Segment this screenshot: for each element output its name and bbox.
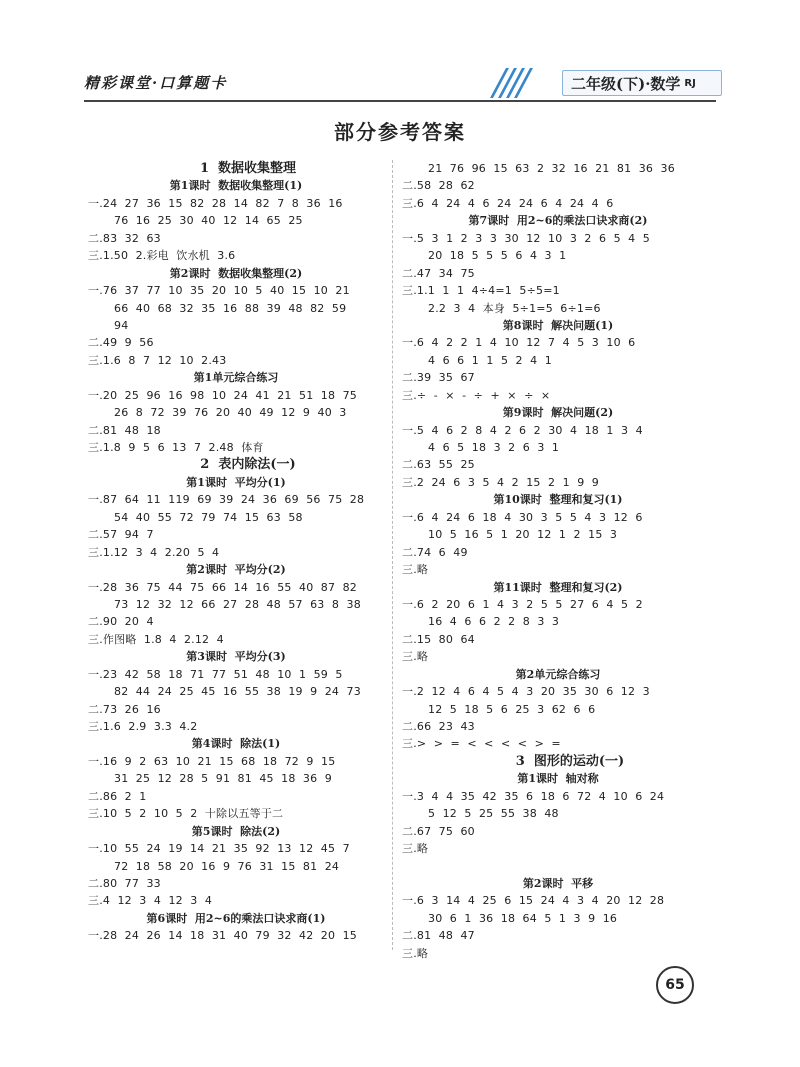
answer-line: 三.作图略 1.8 4 2.12 4 <box>88 632 224 646</box>
lesson-heading: 第1课时 平均分(1) <box>186 475 286 489</box>
answer-line: 一.24 27 36 15 82 28 14 82 7 8 36 16 <box>88 196 343 210</box>
grade-subject: 二年级(下)·数学 <box>571 74 681 93</box>
answer-line: 三.> > = < < < < > = <box>402 737 561 751</box>
answer-line: 一.23 42 58 18 71 77 51 48 10 1 59 5 <box>88 667 343 681</box>
answer-line: 16 4 6 6 2 2 8 3 3 <box>428 615 560 629</box>
answer-line: 二.57 94 7 <box>88 528 154 542</box>
answer-line: 30 6 1 36 18 64 5 1 3 9 16 <box>428 911 618 925</box>
lesson-heading: 第11课时 整理和复习(2) <box>493 580 623 594</box>
answer-line: 94 <box>114 318 129 332</box>
answer-line: 三.4 12 3 4 12 3 4 <box>88 894 213 908</box>
answer-line: 54 40 55 72 79 74 15 63 58 <box>114 510 303 524</box>
answer-line: 82 44 24 25 45 16 55 38 19 9 24 73 <box>114 685 361 699</box>
answer-line: 一.6 3 14 4 25 6 15 24 4 3 4 20 12 28 <box>402 894 665 908</box>
page-title: 部分参考答案 <box>334 120 466 144</box>
lesson-heading: 第1单元综合练习 <box>193 371 279 385</box>
answer-line: 4 6 6 1 1 5 2 4 1 <box>428 353 552 367</box>
answer-line: 一.2 12 4 6 4 5 4 3 20 35 30 6 12 3 <box>402 685 650 699</box>
lesson-heading: 第2课时 平移 <box>522 876 594 890</box>
answer-line: 2.2 3 4 本身 5÷1=5 6÷1=6 <box>428 301 601 315</box>
answer-line: 二.74 6 49 <box>402 545 468 559</box>
slash-decoration <box>492 66 532 100</box>
unit-heading: 3 图形的运动(一) <box>515 753 625 769</box>
answer-line: 31 25 12 28 5 91 81 45 18 36 9 <box>114 772 332 786</box>
answer-line: 二.67 75 60 <box>402 824 475 838</box>
answer-line: 73 12 32 12 66 27 28 48 57 63 8 38 <box>114 597 361 611</box>
answer-line: 二.15 80 64 <box>402 632 475 646</box>
answer-line: 一.3 4 4 35 42 35 6 18 6 72 4 10 6 24 <box>402 789 665 803</box>
answer-line: 三.1.12 3 4 2.20 5 4 <box>88 545 220 559</box>
answer-line: 一.6 4 24 6 18 4 30 3 5 5 4 3 12 6 <box>402 510 643 524</box>
answer-line: 三.1.8 9 5 6 13 7 2.48 体育 <box>88 441 264 454</box>
answer-line: 一.16 9 2 63 10 21 15 68 18 72 9 15 <box>88 754 336 768</box>
answer-line: 二.83 32 63 <box>88 231 161 245</box>
answer-line: 一.6 4 2 2 1 4 10 12 7 4 5 3 10 6 <box>402 336 636 350</box>
spacer <box>402 858 714 875</box>
answer-line: 一.20 25 96 16 98 10 24 41 21 51 18 75 <box>88 388 357 402</box>
lesson-heading: 第9课时 解决问题(2) <box>502 406 614 420</box>
lesson-heading: 第1课时 轴对称 <box>517 772 599 786</box>
lesson-heading: 第8课时 解决问题(1) <box>502 318 614 332</box>
answer-line: 二.86 2 1 <box>88 789 147 803</box>
lesson-heading: 第4课时 除法(1) <box>191 737 281 751</box>
answer-line: 二.81 48 18 <box>88 423 161 437</box>
edition-mark: RJ <box>684 77 696 89</box>
answer-line: 三.1.6 2.9 3.3 4.2 <box>88 720 198 733</box>
answer-line: 二.90 20 4 <box>88 615 154 629</box>
answer-line: 三.÷ - × - ÷ + × ÷ × <box>402 388 551 402</box>
lesson-heading: 第6课时 用2~6的乘法口诀求商(1) <box>146 911 326 925</box>
lesson-heading: 第2课时 数据收集整理(2) <box>169 266 303 280</box>
answer-line: 二.47 34 75 <box>402 266 475 280</box>
lesson-heading: 第3课时 平均分(3) <box>186 650 286 664</box>
answer-line: 二.80 77 33 <box>88 876 161 890</box>
answer-column-right <box>402 160 714 962</box>
answer-line: 三.略 <box>402 842 429 856</box>
series-title: 精彩课堂·口算题卡 <box>84 74 228 92</box>
answer-line: 26 8 72 39 76 20 40 49 12 9 40 3 <box>114 406 347 420</box>
answer-line: 21 76 96 15 63 2 32 16 21 81 36 36 <box>428 162 675 175</box>
answer-line: 一.10 55 24 19 14 21 35 92 13 12 45 7 <box>88 842 350 856</box>
page-header <box>84 66 716 102</box>
answer-line: 一.76 37 77 10 35 20 10 5 40 15 10 21 <box>88 284 350 298</box>
answer-line: 二.81 48 47 <box>402 929 475 943</box>
answer-line: 76 16 25 30 40 12 14 65 25 <box>114 214 303 228</box>
lesson-heading: 第7课时 用2~6的乘法口诀求商(2) <box>468 214 648 228</box>
answer-line: 一.28 36 75 44 75 66 14 16 55 40 87 82 <box>88 580 357 594</box>
answer-line: 一.5 3 1 2 3 3 30 12 10 3 2 6 5 4 5 <box>402 231 650 245</box>
unit-heading: 1 数据收集整理 <box>199 161 297 176</box>
answer-line: 三.6 4 24 4 6 24 24 6 4 24 4 6 <box>402 196 614 210</box>
answer-line: 一.28 24 26 14 18 31 40 79 32 42 20 15 <box>88 929 357 943</box>
answer-line: 三.略 <box>402 563 429 577</box>
answer-line: 二.66 23 43 <box>402 720 475 733</box>
lesson-heading: 第2课时 平均分(2) <box>186 563 286 577</box>
answer-line: 三.1.6 8 7 12 10 2.43 <box>88 353 227 367</box>
answer-line: 一.5 4 6 2 8 4 2 6 2 30 4 18 1 3 4 <box>402 423 643 437</box>
answer-column-left <box>88 160 384 945</box>
answer-line: 三.1.50 2.彩电 饮水机 3.6 <box>88 249 236 263</box>
lesson-heading: 第1课时 数据收集整理(1) <box>169 179 303 193</box>
answer-line: 一.87 64 11 119 69 39 24 36 69 56 75 28 <box>88 493 365 507</box>
answer-line: 4 6 5 18 3 2 6 3 1 <box>428 441 560 454</box>
lesson-heading: 第10课时 整理和复习(1) <box>493 493 623 507</box>
answer-line: 10 5 16 5 1 20 12 1 2 15 3 <box>428 528 618 542</box>
answer-line: 三.略 <box>402 946 429 960</box>
answer-line: 二.58 28 62 <box>402 179 475 193</box>
answer-line: 12 5 18 5 6 25 3 62 6 6 <box>428 702 596 716</box>
column-divider <box>392 160 393 950</box>
answer-line: 三.1.1 1 1 4÷4=1 5÷5=1 <box>402 284 560 298</box>
answer-line: 66 40 68 32 35 16 88 39 48 82 59 <box>114 301 347 315</box>
answer-line: 二.63 55 25 <box>402 458 475 472</box>
answer-line: 72 18 58 20 16 9 76 31 15 81 24 <box>114 859 340 873</box>
grade-label-box <box>562 70 722 96</box>
page-number: 65 <box>656 966 694 1004</box>
answer-line: 二.39 35 67 <box>402 371 475 385</box>
answer-line: 20 18 5 5 5 6 4 3 1 <box>428 249 567 263</box>
answer-line: 5 12 5 25 55 38 48 <box>428 807 559 821</box>
unit-heading: 2 表内除法(一) <box>200 457 296 473</box>
answer-line: 三.10 5 2 10 5 2 十除以五等于二 <box>88 807 284 821</box>
answer-line: 二.73 26 16 <box>88 702 161 716</box>
answer-line: 二.49 9 56 <box>88 336 154 350</box>
answer-line: 三.略 <box>402 650 429 664</box>
lesson-heading: 第2单元综合练习 <box>515 667 601 681</box>
lesson-heading: 第5课时 除法(2) <box>191 824 281 838</box>
answer-line: 三.2 24 6 3 5 4 2 15 2 1 9 9 <box>402 475 600 489</box>
answer-line: 一.6 2 20 6 1 4 3 2 5 5 27 6 4 5 2 <box>402 597 643 611</box>
